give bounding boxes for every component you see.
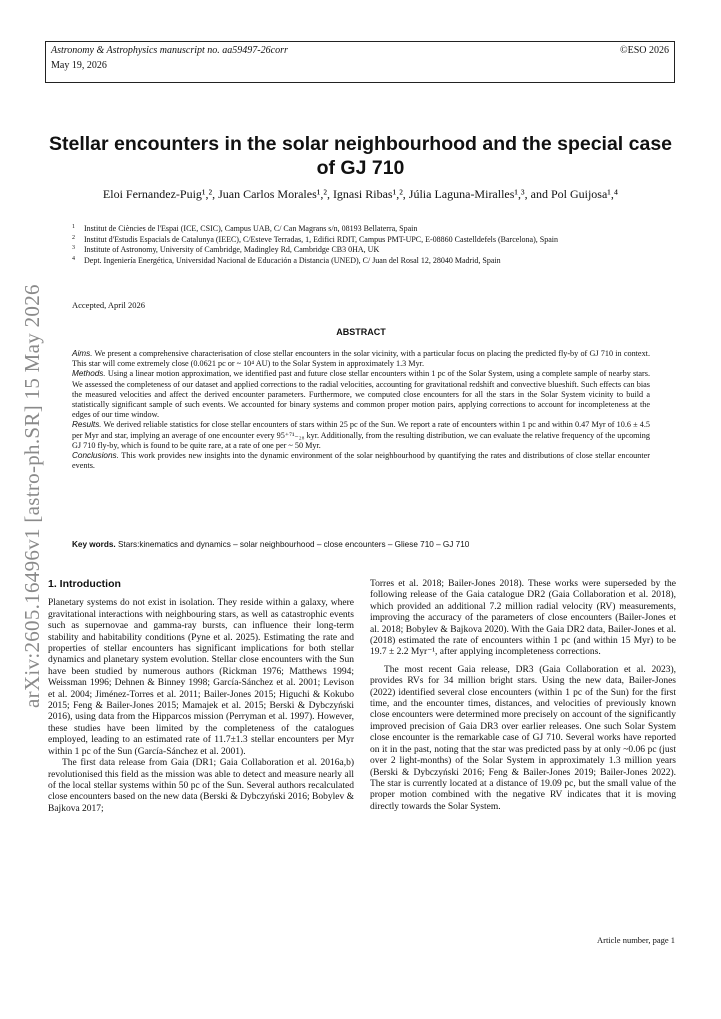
accepted-date: Accepted, April 2026	[72, 300, 145, 310]
keywords: Key words. Stars:kinematics and dynamics – solar neighbourhood – close encounters – Gliese 710 – GJ 710	[72, 540, 470, 549]
author-list: Eloi Fernandez-Puig¹,², Juan Carlos Morales¹,², Ignasi Ribas¹,², Júlia Laguna-Miralles¹,³, and Pol Guijosa¹,⁴	[102, 187, 619, 201]
abstract-conclusions: Conclusions. This work provides new insights into the dynamic environment of the solar neighbourhood by quantifying the rates and distributions of close stellar encounter events.	[72, 451, 650, 471]
abstract	[72, 349, 650, 471]
left-column	[48, 579, 354, 815]
right-column	[370, 579, 676, 813]
intro-paragraph-2: The first data release from Gaia (DR1; Gaia Collaboration et al. 2016a,b) revolutionised this field as the mission was able to detect and measure nearly all of the local stellar systems within 50 pc of the Sun. Several authors recalculated close encounters based on the new data (Berski & Dybczyński 2016; Bobylev & Bajkova 2017;	[48, 758, 354, 814]
affiliation-item: 3 Institute of Astronomy, University of Cambridge, Madingley Rd, Cambridge CB3 0HA, UK	[72, 245, 380, 254]
intro-paragraph-1: Planetary systems do not exist in isolation. They reside within a galaxy, where gravitational interactions with neighbouring stars, as well as catastrophic events such as supernovae and gamma-ray bursts, can influence their long-term stability and habitability conditions (Pyne et al. 2025). Estimating the rate and properties of stellar encounters has significant implications for both stellar dynamics and planetary system evolution. Stellar close encounters with the Sun have been studied by numerous authors (Rickman 1976; Matthews 1994; Weissman 1996; Dehnen & Binney 1998; García-Sánchez et al. 2001; Levison et al. 2004; Jiménez-Torres et al. 2011; Bailer-Jones 2015; Higuchi & Kokubo 2015; Feng & Bailer-Jones 2015; Mamajek et al. 2015; Berski & Dybczyński 2016), using data from the Hipparcos mission (Perryman et al. 1997). However, these studies have been limited by the completeness of the catalogues employed, leading to an estimated rate of 11.7±1.3 stellar encounters per Myr within 1 pc of the Sun (García-Sánchez et al. 2001).	[48, 598, 354, 757]
abstract-heading: ABSTRACT	[336, 327, 386, 337]
running-header	[45, 41, 675, 83]
affiliation-item: 1 Institut de Ciències de l'Espai (ICE, CSIC), Campus UAB, C/ Can Magrans s/n, 08193 Bellaterra, Spain	[72, 224, 418, 233]
affiliation-item: 2 Institut d'Estudis Espacials de Catalunya (IEEC), C/Esteve Terradas, 1, Edifici RDIT, Campus PMT-UPC, E-08860 Castelldefels (Barcelona), Spain	[72, 234, 558, 244]
page-footer: Article number, page 1	[596, 935, 675, 945]
arxiv-stamp[interactable]: arXiv:2605.16496v1 [astro-ph.SR] 15 May 2026	[20, 284, 44, 708]
abstract-results: Results. We derived reliable statistics for close stellar encounters of stars within 25 pc of the Sun. We report a rate of encounters within 1 pc and within 0.47 Myr of 10.6 ± 4.5 per Myr and star, implying an average of one encounter every 95⁺⁷¹₋₂₈ kyr. Additionally, from the resulting distribution, we can evaluate the relative frequency of the upcoming GJ 710 fly-by, which is found to be quite rare, at a rate of one per ~ 50 Myr.	[72, 420, 650, 450]
intro-paragraph-4: The most recent Gaia release, DR3 (Gaia Collaboration et al. 2023), provides RVs for 34 million bright stars. Using the new data, Bailer-Jones (2022) identified several close encounters (within 1 pc of the Sun) for the first time, and the encounter times, distances, and velocities of previously known close encounters were determined more precisely on account of the significantly improved precision of Gaia DR3 over earlier releases. One such Solar System close encounter is the remarkable case of GJ 710. Several works have reported on it in the past, noting that the star was predicted pass by at only ~0.06 pc (just over 2 light-months) of the Solar System in approximately 1.3 million years (Berski & Dybczyński 2016; Feng & Bailer-Jones 2019; Bailer-Jones 2022). The star is currently located at a distance of 19.09 pc, but the small value of the proper motion combined with the negative RV indicates that it is moving directly towards the Solar System.	[370, 664, 676, 812]
affiliations	[72, 224, 682, 266]
date-line: May 19, 2026	[51, 60, 107, 71]
intro-paragraph-3: Torres et al. 2018; Bailer-Jones 2018). These works were superseded by the following release of the Gaia catalogue DR2 (Gaia Collaboration et al. 2018), which provided an additional 7.2 million radial velocity (RV) measurements, improving the accuracy of the parameters of close encounters (Bailer-Jones et al. 2018; Bobylev & Bajkova 2020). With the Gaia DR2 data, Bailer-Jones et al. (2018) estimated the rate of encounters within 1 pc (and within 15 Myr) to be 19.7 ± 2.2 Myr⁻¹, after applying incompleteness corrections.	[370, 579, 676, 658]
section-heading: 1. Introduction	[48, 578, 121, 590]
journal-line: Astronomy & Astrophysics manuscript no. aa59497-26corr	[51, 45, 288, 56]
affiliation-item: 4 Dept. Ingeniería Energética, Universidad Nacional de Educación a Distancia (UNED), C/ Juan del Rosal 12, 28040 Madrid, Spain	[72, 255, 501, 265]
copyright: ©ESO 2026	[620, 45, 669, 56]
abstract-aims: Aims. We present a comprehensive characterisation of close stellar encounters in the solar vicinity, with a particular focus on placing the predicted fly-by of GJ 710 in context. This star will come extremely close (0.0621 pc or ~ 10⁴ AU) to the Solar System in approximately 1.3 Myr.	[72, 349, 650, 369]
abstract-methods: Methods. Using a linear motion approximation, we identified past and future close stellar encounters within 1 pc of the Solar System, using a complete sample of nearby stars. We assessed the completeness of our dataset and applied corrections to the radial velocities, accounting for gravitational redshift and convective blueshift. Such effects can bias the measured velocities and affect the derived encounter parameters. Furthermore, we computed close encounters for all the stars in the Solar System vicinity to build a statistically significant sample of such events. We accounted for binary systems and common proper motion pairs, applying corrections to account for incompleteness at the edges of our time window.	[72, 369, 650, 420]
paper-title: Stellar encounters in the solar neighbourhood and the special case of GJ 710	[48, 133, 673, 179]
